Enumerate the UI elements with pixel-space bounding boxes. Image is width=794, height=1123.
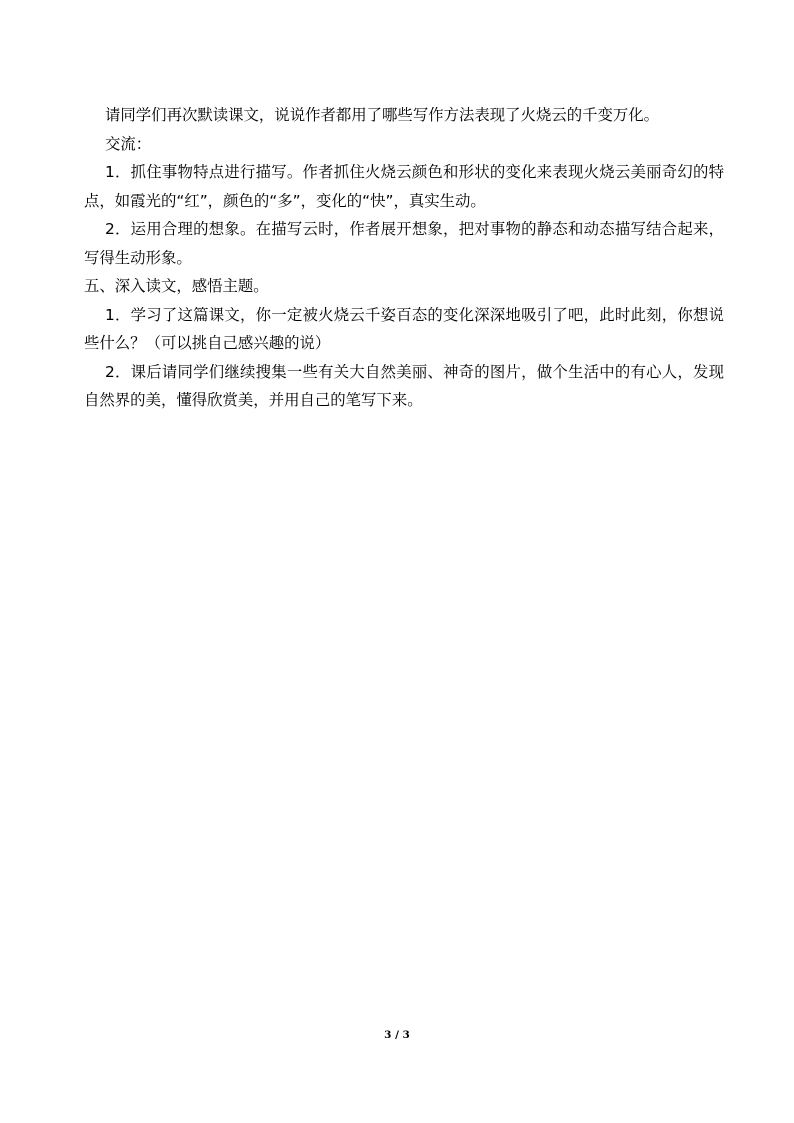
section-5-heading: 五、深入读文，感悟主题。 bbox=[84, 277, 269, 295]
point-1-paragraph: 1．抓住事物特点进行描写。作者抓住火烧云颜色和形状的变化来表现火烧云美丽奇幻的特点，如霞光的“红”，颜色的“多”，变化的“快”，真实生动。 bbox=[84, 163, 724, 210]
document-body bbox=[84, 101, 724, 415]
page-number: 3 / 3 bbox=[384, 1029, 410, 1041]
task-1-paragraph: 1．学习了这篇课文，你一定被火烧云千姿百态的变化深深地吸引了吧，此时此刻，你想说些什么？（可以挑自己感兴趣的说） bbox=[84, 305, 724, 352]
exchange-label: 交流： bbox=[105, 134, 152, 153]
task-2-paragraph: 2．课后请同学们继续搜集一些有关大自然美丽、神奇的图片，做个生活中的有心人，发现自然界的美，懂得欣赏美，并用自己的笔写下来。 bbox=[84, 362, 724, 409]
intro-paragraph: 请同学们再次默读课文，说说作者都用了哪些写作方法表现了火烧云的千变万化。 bbox=[105, 106, 660, 124]
point-2-paragraph: 2．运用合理的想象。在描写云时，作者展开想象，把对事物的静态和动态描写结合起来，写得生动形象。 bbox=[84, 220, 724, 267]
